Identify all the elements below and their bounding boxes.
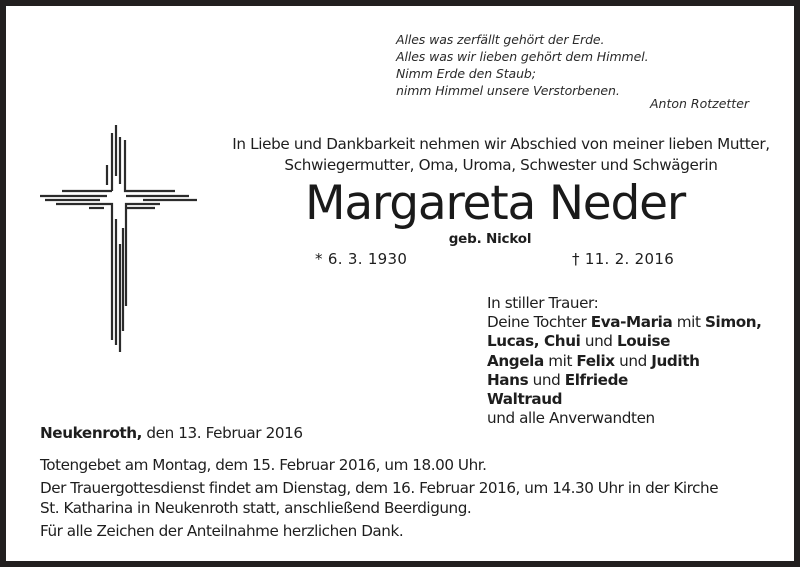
- poem-line: Alles was zerfällt gehört der Erde.: [396, 32, 605, 47]
- poem-line: nimm Himmel unsere Verstorbenen.: [396, 83, 620, 98]
- mourner-line: [487, 390, 762, 409]
- mourner-line: [487, 332, 762, 351]
- mourner-text: und: [614, 351, 652, 370]
- poem-line: Nimm Erde den Staub;: [396, 66, 536, 81]
- mourner-name: Angela: [487, 351, 544, 370]
- mourner-line: [487, 313, 762, 332]
- mourner-text: mit: [543, 351, 577, 370]
- intro-line-2: Schwiegermutter, Oma, Uroma, Schwester und Schwägerin: [284, 156, 718, 174]
- mourner-name: Louise: [616, 332, 671, 351]
- place-date: [40, 424, 303, 442]
- death-date: † 11. 2. 2016: [572, 250, 675, 268]
- maiden-name: geb. Nickol: [448, 231, 532, 247]
- mourner-lines: [487, 313, 762, 409]
- mourner-name: Hans: [487, 370, 529, 389]
- prayer-info: Totengebet am Montag, dem 15. Februar 2016, um 18.00 Uhr.: [40, 456, 487, 474]
- deceased-name: Margareta Neder: [304, 176, 685, 231]
- date: den 13. Februar 2016: [142, 424, 303, 442]
- birth-date: * 6. 3. 1930: [315, 250, 408, 268]
- mourner-text: Deine Tochter: [487, 313, 591, 332]
- mourner-name: Simon,: [704, 313, 762, 332]
- service-info-line-2: St. Katharina in Neukenroth statt, anschließend Beerdigung.: [40, 499, 472, 517]
- service-details: [40, 455, 718, 541]
- mourner-name: Waltraud: [487, 390, 563, 409]
- mourner-text: mit: [672, 313, 705, 332]
- poem-author: Anton Rotzetter: [650, 96, 750, 111]
- mourner-line: [487, 352, 762, 371]
- mourners-list: [487, 294, 762, 428]
- mourner-line: [487, 371, 762, 390]
- mourner-name: Eva-Maria: [590, 313, 673, 332]
- mourner-name: Lucas, Chui: [487, 332, 581, 351]
- thanks-note: Für alle Zeichen der Anteilnahme herzlichen Dank.: [40, 522, 404, 540]
- mourner-name: Elfriede: [564, 370, 628, 389]
- intro-text: [218, 134, 784, 176]
- mourners-heading: In stiller Trauer:: [487, 294, 599, 312]
- mourners-closing: und alle Anverwandten: [487, 409, 655, 428]
- mourner-text: und: [580, 332, 617, 351]
- poem-line: Alles was wir lieben gehört dem Himmel.: [396, 49, 649, 64]
- mourner-text: und: [528, 370, 565, 389]
- place: Neukenroth,: [40, 424, 142, 442]
- service-info-line-1: Der Trauergottesdienst findet am Dienstag, dem 16. Februar 2016, um 14.30 Uhr in der Kirche: [40, 479, 719, 497]
- mourner-name: Judith: [651, 351, 700, 370]
- poem-quote: [396, 31, 648, 99]
- intro-line-1: In Liebe und Dankbarkeit nehmen wir Abschied von meiner lieben Mutter,: [232, 135, 770, 153]
- mourner-name: Felix: [576, 351, 615, 370]
